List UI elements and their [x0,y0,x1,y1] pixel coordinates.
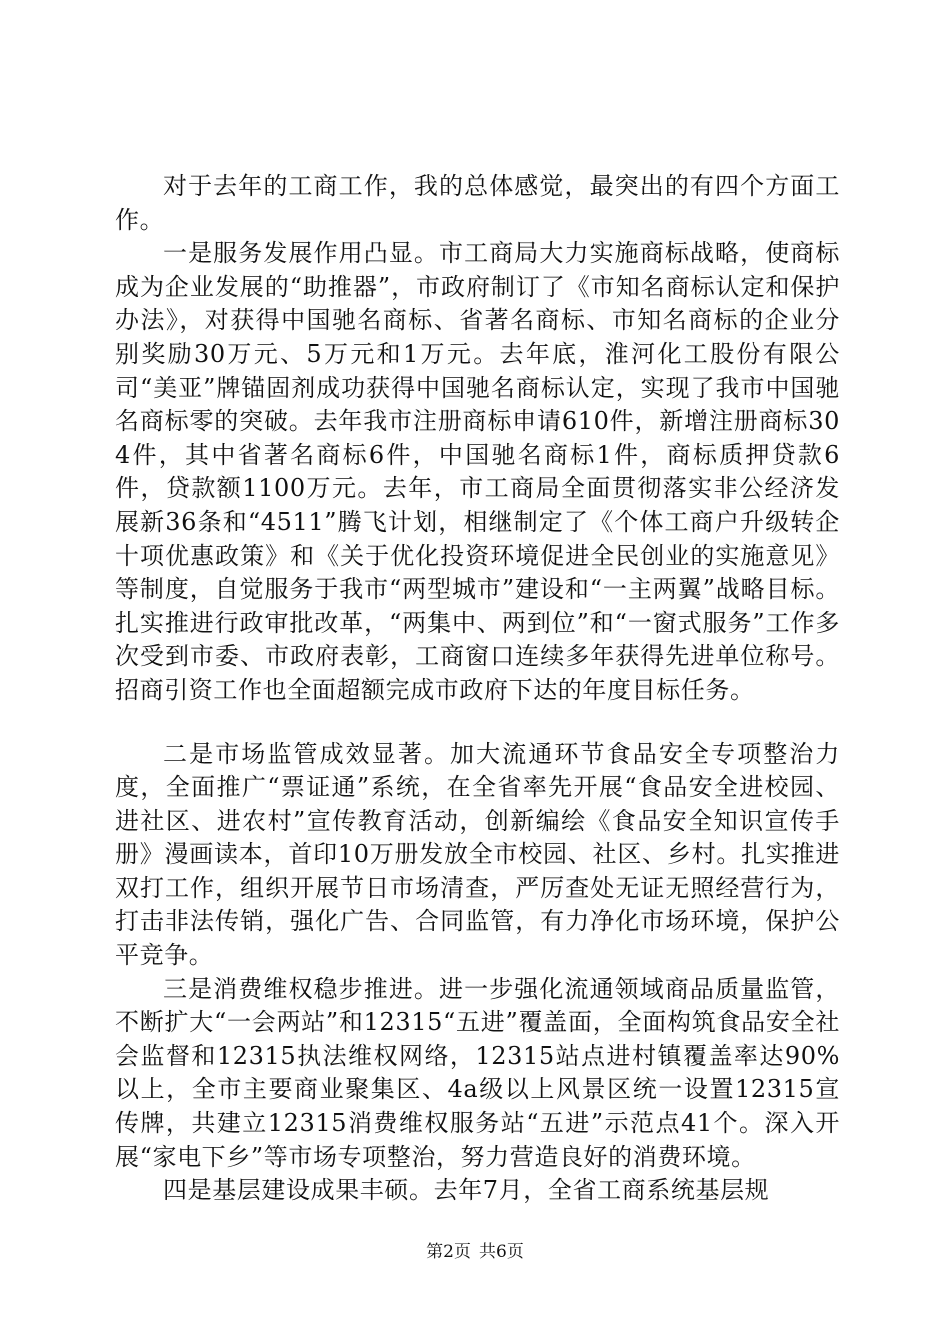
paragraph-market-supervision: 二是市场监管成效显著。加大流通环节食品安全专项整治力度，全面推广“票证通”系统，在全省率先开展“食品安全进校园、进社区、进农村”宣传教育活动，创新编绘《食品安全知识宣传手册》漫画读本，首印10万册发放全市校园、社区、乡村。扎实推进双打工作，组织开展节日市场清查，严厉查处无证无照经营行为，打击非法传销，强化广告、合同监管，有力净化市场环境，保护公平竞争。 [115,739,840,970]
page-footer [0,1240,950,1264]
document-body [115,170,840,1208]
page-total: 共6页 [479,1242,524,1262]
paragraph-intro: 对于去年的工商工作，我的总体感觉，最突出的有四个方面工作。 [115,172,840,234]
paragraph-service-development: 一是服务发展作用凸显。市工商局大力实施商标战略，使商标成为企业发展的“助推器”，市政府制订了《市知名商标认定和保护办法》，对获得中国驰名商标、省著名商标、市知名商标的企业分别奖励30万元、5万元和1万元。去年底，淮河化工股份有限公司“美亚”牌锚固剂成功获得中国驰名商标认定，实现了我市中国驰名商标零的突破。去年我市注册商标申请610件，新增注册商标304件，其中省著名商标6件，中国驰名商标1件，商标质押贷款6件，贷款额1100万元。去年，市工商局全面贯彻落实非公经济发展新36条和“4511”腾飞计划，相继制定了《个体工商户升级转企十项优惠政策》和《关于优化投资环境促进全民创业的实施意见》等制度，自觉服务于我市“两型城市”建设和“一主两翼”战略目标。扎实推进行政审批改革，“两集中、两到位”和“一窗式服务”工作多次受到市委、市政府表彰，工商窗口连续多年获得先进单位称号。招商引资工作也全面超额完成市政府下达的年度目标任务。 [115,239,840,704]
page-number: 第2页 [426,1242,471,1262]
paragraph-grassroots-construction: 四是基层建设成果丰硕。去年7月，全省工商系统基层规 [163,1176,770,1205]
paragraph-consumer-rights: 三是消费维权稳步推进。进一步强化流通领域商品质量监管，不断扩大“一会两站”和12315“五进”覆盖面，全面构筑食品安全社会监督和12315执法维权网络，12315站点进村镇覆盖率达90%以上，全市主要商业聚集区、4a级以上风景区统一设置12315宣传牌，共建立12315消费维权服务站“五进”示范点41个。深入开展“家电下乡”等市场专项整治，努力营造良好的消费环境。 [115,974,840,1171]
paragraph-spacer [115,708,840,738]
